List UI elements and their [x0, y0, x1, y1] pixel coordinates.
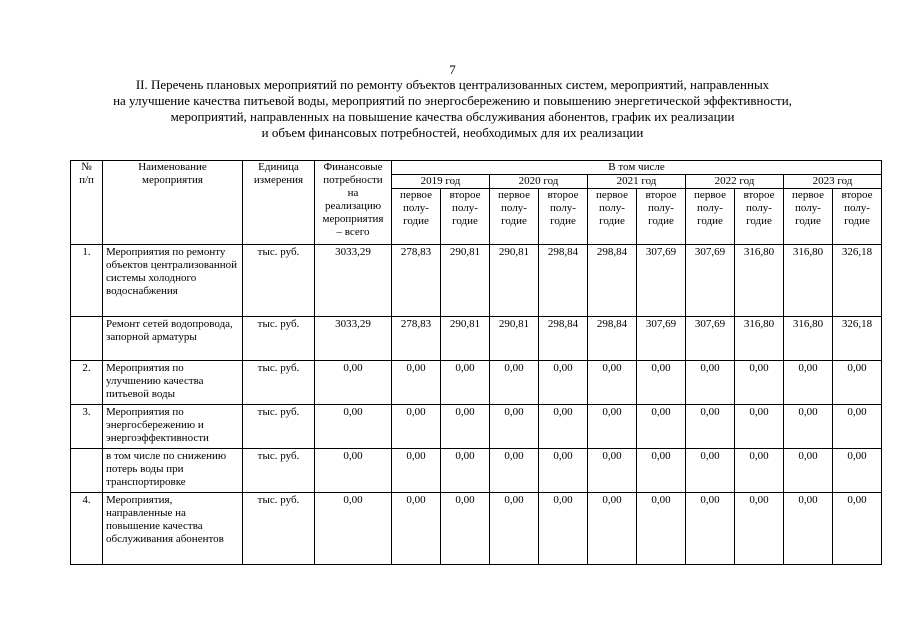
header-num: № п/п: [71, 161, 103, 245]
row-total: 0,00: [315, 449, 392, 493]
row-value: 0,00: [735, 361, 784, 405]
row-value: 0,00: [588, 405, 637, 449]
table-row: [71, 405, 882, 449]
row-number: 3.: [71, 405, 103, 449]
row-value: 0,00: [441, 449, 490, 493]
row-value: 290,81: [441, 317, 490, 361]
row-value: 298,84: [588, 245, 637, 317]
header-second-half: второе полу- годие: [539, 189, 588, 245]
row-value: 0,00: [637, 493, 686, 565]
table-body: [71, 245, 882, 565]
row-value: 0,00: [637, 449, 686, 493]
table-row: [71, 493, 882, 565]
row-value: 307,69: [686, 245, 735, 317]
header-name: Наименование мероприятия: [103, 161, 243, 245]
row-unit: тыс. руб.: [243, 405, 315, 449]
row-total: 3033,29: [315, 245, 392, 317]
row-value: 0,00: [392, 493, 441, 565]
row-unit: тыс. руб.: [243, 245, 315, 317]
header-year: 2021 год: [588, 175, 686, 189]
row-name: Мероприятия, направленные на повышение качества обслуживания абонентов: [103, 493, 243, 565]
header-first-half: первое полу- годие: [784, 189, 833, 245]
header-year: 2022 год: [686, 175, 784, 189]
row-value: 0,00: [637, 361, 686, 405]
row-value: 0,00: [490, 449, 539, 493]
header-second-half: второе полу- годие: [735, 189, 784, 245]
row-name: Мероприятия по энергосбережению и энергоэффективности: [103, 405, 243, 449]
row-value: 0,00: [784, 449, 833, 493]
row-value: 0,00: [441, 405, 490, 449]
row-value: 0,00: [784, 405, 833, 449]
row-value: 0,00: [441, 361, 490, 405]
row-total: 3033,29: [315, 317, 392, 361]
row-value: 0,00: [490, 361, 539, 405]
row-name: Мероприятия по улучшению качества питьевой воды: [103, 361, 243, 405]
row-unit: тыс. руб.: [243, 493, 315, 565]
row-value: 0,00: [833, 405, 882, 449]
row-value: 0,00: [637, 405, 686, 449]
header-first-half: первое полу- годие: [686, 189, 735, 245]
row-value: 298,84: [539, 317, 588, 361]
header-year: 2019 год: [392, 175, 490, 189]
table-row: [71, 449, 882, 493]
row-value: 0,00: [490, 405, 539, 449]
row-value: 0,00: [588, 449, 637, 493]
row-value: 316,80: [735, 245, 784, 317]
row-value: 0,00: [392, 405, 441, 449]
row-value: 278,83: [392, 317, 441, 361]
row-value: 278,83: [392, 245, 441, 317]
table-row: [71, 361, 882, 405]
row-total: 0,00: [315, 493, 392, 565]
row-value: 0,00: [735, 493, 784, 565]
header-second-half: второе полу- годие: [441, 189, 490, 245]
row-value: 0,00: [392, 361, 441, 405]
row-value: 290,81: [441, 245, 490, 317]
header-year: 2023 год: [784, 175, 882, 189]
header-year: 2020 год: [490, 175, 588, 189]
header-second-half: второе полу- годие: [637, 189, 686, 245]
row-value: 0,00: [833, 449, 882, 493]
row-value: 0,00: [490, 493, 539, 565]
row-unit: тыс. руб.: [243, 317, 315, 361]
header-first-half: первое полу- годие: [392, 189, 441, 245]
header-in-total: В том числе: [392, 161, 882, 175]
row-value: 0,00: [686, 361, 735, 405]
row-value: 0,00: [686, 449, 735, 493]
page-number: 7: [449, 62, 456, 77]
row-value: 326,18: [833, 245, 882, 317]
header-second-half: второе полу- годие: [833, 189, 882, 245]
row-value: 0,00: [539, 493, 588, 565]
row-value: 290,81: [490, 245, 539, 317]
row-value: 0,00: [686, 493, 735, 565]
title-line: на улучшение качества питьевой воды, мероприятий по энергосбережению и повышению энергетической эффективности,: [113, 93, 792, 108]
header-first-half: первое полу- годие: [490, 189, 539, 245]
header-first-half: первое полу- годие: [588, 189, 637, 245]
row-value: 0,00: [833, 361, 882, 405]
row-number: 2.: [71, 361, 103, 405]
row-name: Ремонт сетей водопровода, запорной арматуры: [103, 317, 243, 361]
row-value: 0,00: [784, 361, 833, 405]
row-value: 307,69: [637, 245, 686, 317]
row-value: 0,00: [392, 449, 441, 493]
row-value: 0,00: [833, 493, 882, 565]
row-value: 0,00: [539, 405, 588, 449]
row-value: 0,00: [735, 449, 784, 493]
row-value: 316,80: [784, 245, 833, 317]
row-total: 0,00: [315, 361, 392, 405]
row-value: 0,00: [686, 405, 735, 449]
table-row: [71, 245, 882, 317]
row-value: 0,00: [588, 361, 637, 405]
row-value: 0,00: [588, 493, 637, 565]
title-line: и объем финансовых потребностей, необходимых для их реализации: [261, 125, 644, 140]
header-finance: Финансовые потребности на реализацию мероприятия – всего: [315, 161, 392, 245]
row-number: [71, 317, 103, 361]
row-value: 290,81: [490, 317, 539, 361]
row-total: 0,00: [315, 405, 392, 449]
row-value: 307,69: [686, 317, 735, 361]
document-title: [40, 77, 865, 141]
row-value: 326,18: [833, 317, 882, 361]
row-value: 298,84: [588, 317, 637, 361]
row-value: 0,00: [539, 361, 588, 405]
row-name: Мероприятия по ремонту объектов централизованной системы холодного водоснабжения: [103, 245, 243, 317]
title-line: мероприятий, направленных на повышение качества обслуживания абонентов, график их реализации: [170, 109, 735, 124]
row-unit: тыс. руб.: [243, 361, 315, 405]
row-unit: тыс. руб.: [243, 449, 315, 493]
row-value: 0,00: [441, 493, 490, 565]
row-value: 298,84: [539, 245, 588, 317]
row-value: 307,69: [637, 317, 686, 361]
row-value: 316,80: [784, 317, 833, 361]
title-line: II. Перечень плановых мероприятий по ремонту объектов централизованных систем, мероприятий, направленных: [135, 77, 770, 92]
row-number: [71, 449, 103, 493]
row-value: 0,00: [735, 405, 784, 449]
row-value: 0,00: [784, 493, 833, 565]
row-number: 4.: [71, 493, 103, 565]
table-row: [71, 317, 882, 361]
row-number: 1.: [71, 245, 103, 317]
row-value: 316,80: [735, 317, 784, 361]
measures-table: [70, 160, 882, 565]
header-unit: Единица измерения: [243, 161, 315, 245]
row-name: в том числе по снижению потерь воды при транспортировке: [103, 449, 243, 493]
row-value: 0,00: [539, 449, 588, 493]
